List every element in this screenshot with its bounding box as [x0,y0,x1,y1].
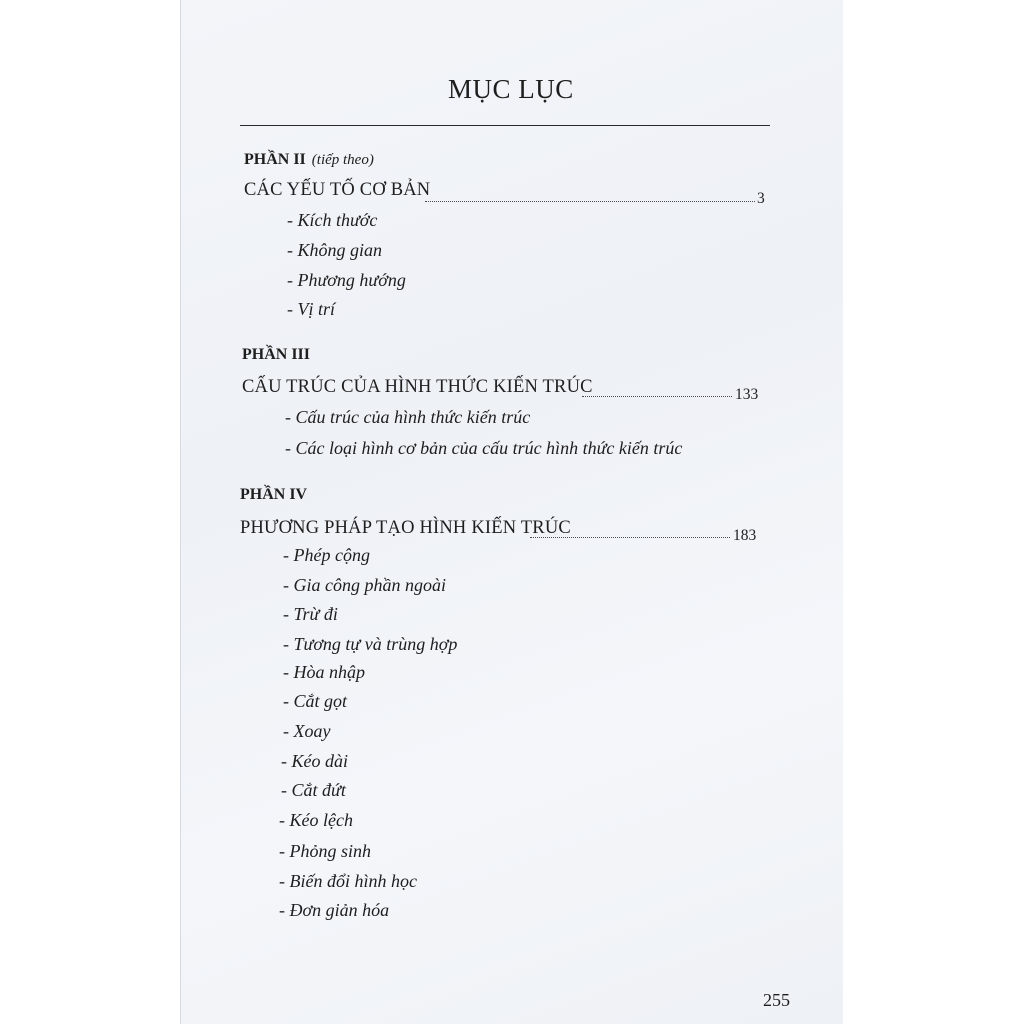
toc-item: - Kích thước [287,210,378,230]
page-number: 3 [757,190,765,207]
toc-item: - Gia công phần ngoài [283,575,446,595]
page-title: MỤC LỤC [448,74,574,104]
section-heading: CẤU TRÚC CỦA HÌNH THỨC KIẾN TRÚC [242,377,593,397]
toc-item: - Cắt gọt [283,691,348,711]
part-label [244,151,374,169]
toc-item: - Không gian [287,240,383,260]
toc-item: - Phương hướng [287,270,406,290]
toc-item: - Đơn giản hóa [279,900,390,920]
page-number: 183 [733,527,757,544]
part-label [240,486,307,504]
toc-item: - Cắt đứt [281,780,346,800]
toc-item: - Biến đổi hình học [279,871,417,891]
toc-item: - Hòa nhập [283,662,365,682]
toc-item: - Tương tự và trùng hợp [283,634,458,654]
part-label [242,346,310,364]
toc-item: - Kéo lệch [279,810,353,830]
section-heading: PHƯƠNG PHÁP TẠO HÌNH KIẾN TRÚC [240,518,571,538]
leader-dots [582,396,732,397]
part-number: PHẦN IV [240,486,308,503]
toc-item: - Trừ đi [283,604,338,624]
toc-item: - Phỏng sinh [279,841,371,861]
toc-item: - Các loại hình cơ bản của cấu trúc hình thức kiến trúc [285,438,683,458]
toc-item: - Vị trí [287,299,335,319]
part-number: PHẦN III [242,346,311,363]
toc-item: - Cấu trúc của hình thức kiến trúc [285,407,531,427]
title-divider [240,125,770,126]
folio-page-number: 255 [763,990,790,1010]
toc-item: - Xoay [283,721,331,741]
part-note: (tiếp theo) [311,152,374,168]
leader-dots [425,201,755,202]
section-heading: CÁC YẾU TỐ CƠ BẢN [244,180,431,200]
toc-item: - Kéo dài [281,751,348,771]
leader-dots [530,537,730,538]
toc-item: - Phép cộng [283,545,370,565]
part-number: PHẦN II [244,151,306,168]
page-number: 133 [735,386,759,403]
